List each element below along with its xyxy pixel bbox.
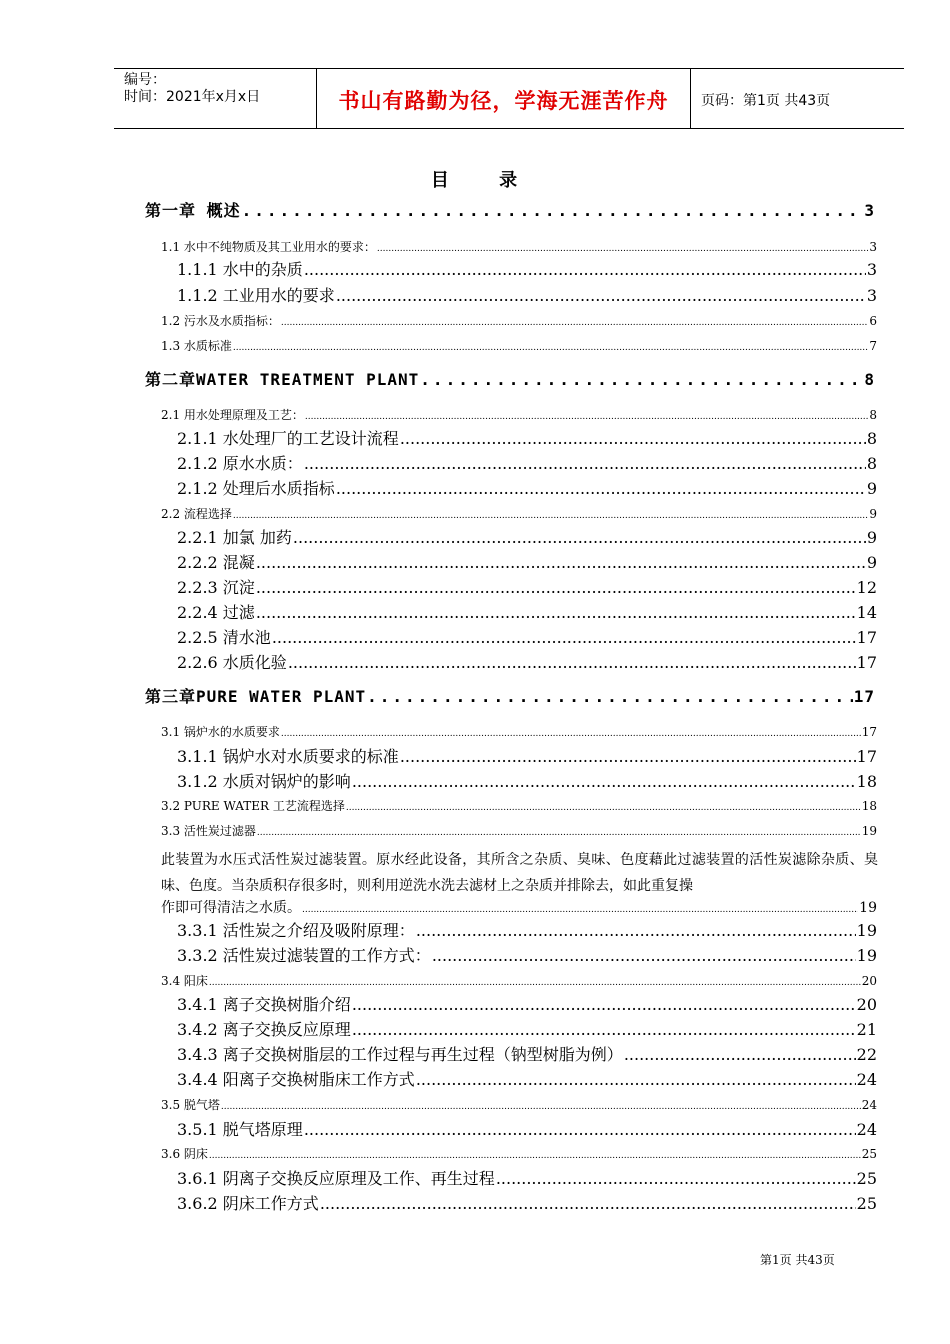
- toc-leader: [233, 508, 868, 524]
- toc-page-number: 19: [859, 900, 877, 916]
- toc-page-number: 8: [869, 408, 877, 422]
- toc-entry-3-4-3[interactable]: [177, 1044, 877, 1066]
- toc-title-text: 1.1.2 工业用水的要求: [177, 286, 335, 305]
- toc-entry-3-5-1[interactable]: [177, 1119, 877, 1141]
- toc-entry-1-2[interactable]: [161, 313, 877, 331]
- toc-page-number: 3: [866, 260, 877, 279]
- header-motto: 书山有路勤为径，学海无涯苦作舟: [338, 89, 669, 113]
- header-meta-cell: [114, 69, 317, 128]
- toc-entry-3-4-2[interactable]: [177, 1019, 877, 1041]
- toc-title-text: 2.2.4 过滤: [177, 603, 255, 622]
- toc-page-number: 19: [856, 921, 877, 940]
- toc-entry-3-5[interactable]: [161, 1097, 877, 1115]
- toc-chapter-2[interactable]: [145, 369, 875, 391]
- toc-leader: [305, 409, 868, 425]
- toc-title-text: 2.2.3 沉淀: [177, 578, 255, 597]
- toc-title-text: 1.2 污水及水质指标：: [161, 314, 280, 328]
- toc-leader: [221, 1099, 861, 1115]
- toc-page-number: 17: [856, 628, 877, 647]
- toc-page-number: 18: [861, 799, 877, 813]
- toc-entry-2-1-1[interactable]: [177, 428, 877, 450]
- toc-entry-3-1-1[interactable]: [177, 746, 877, 768]
- toc-entry-3-3[interactable]: [161, 823, 877, 841]
- toc-leader: [209, 975, 861, 991]
- toc-leader: [281, 726, 861, 742]
- toc-page-number: 8: [866, 429, 877, 448]
- toc-title-text: 2.2.5 清水池: [177, 628, 271, 647]
- toc-entry-3-6-1[interactable]: [177, 1168, 877, 1190]
- toc-title-text: 3.5 脱气塔: [161, 1098, 220, 1112]
- toc-entry-3-2[interactable]: [161, 798, 877, 816]
- toc-leader: [257, 825, 861, 841]
- toc-page-number: 20: [856, 995, 877, 1014]
- toc-title-text: 2.2.1 加氯 加药: [177, 528, 292, 547]
- toc-title-text: 3.4.2 离子交换反应原理: [177, 1020, 351, 1039]
- toc-page-number: 9: [869, 507, 877, 521]
- toc-title-text: 3.3 活性炭过滤器: [161, 824, 256, 838]
- toc-page-number: 9: [866, 528, 877, 547]
- toc-title-text: 3.2 PURE WATER 工艺流程选择: [161, 799, 345, 813]
- toc-page-number: 25: [861, 1147, 877, 1161]
- toc-page-number: 24: [856, 1070, 877, 1089]
- toc-entry-3-6-2[interactable]: [177, 1193, 877, 1215]
- toc-page-number: 12: [856, 578, 877, 597]
- toc-title-text: 2.2.6 水质化验: [177, 653, 287, 672]
- toc-entry-3-3-description-tail[interactable]: [161, 897, 877, 921]
- toc-leader: [367, 686, 853, 708]
- toc-title-text: 3.4.4 阳离子交换树脂床工作方式: [177, 1070, 415, 1089]
- toc-entry-3-3-description: 此装置为水压式活性炭过滤装置。原水经此设备，其所含之杂质、臭味、色度藉此过滤装置的活性炭滤除杂质、臭味、色度。当杂质积存很多时，则利用逆洗水洗去滤材上之杂质并排除去，如此重复操: [161, 852, 878, 894]
- toc-page-number: 22: [856, 1045, 877, 1064]
- toc-entry-2-2-4[interactable]: [177, 602, 877, 624]
- toc-entry-2-2-2[interactable]: [177, 552, 877, 574]
- toc-entry-2-1[interactable]: [161, 407, 877, 425]
- toc-leader: [624, 1044, 856, 1066]
- toc-leader: [336, 285, 866, 307]
- toc-leader: [420, 369, 863, 391]
- toc-page-number: 17: [856, 653, 877, 672]
- toc-leader: [256, 552, 866, 574]
- toc-page-number: 6: [869, 314, 877, 328]
- toc-leader: [304, 453, 866, 475]
- toc-title-text: 1.3 水质标准: [161, 339, 232, 353]
- toc-entry-2-1-2a[interactable]: [177, 453, 877, 475]
- toc-title-text: 3.4.1 离子交换树脂介绍: [177, 995, 351, 1014]
- toc-leader: [352, 771, 856, 793]
- toc-leader: [304, 1119, 856, 1141]
- toc-leader: [288, 652, 856, 674]
- toc-page-number: 20: [861, 974, 877, 988]
- toc-title-text: 3.1.2 水质对锅炉的影响: [177, 772, 351, 791]
- toc-title-text: 2.1.2 处理后水质指标: [177, 479, 335, 498]
- toc-title-text: 3.3.2 活性炭过滤装置的工作方式：: [177, 946, 431, 965]
- toc-title-text: 2.1 用水处理原理及工艺：: [161, 408, 304, 422]
- toc-leader: [352, 1019, 856, 1041]
- toc-title-text: 2.2.2 混凝: [177, 553, 255, 572]
- toc-leader: [352, 994, 856, 1016]
- toc-page-number: 24: [856, 1120, 877, 1139]
- toc-leader: [233, 340, 868, 356]
- page-header: [114, 68, 904, 129]
- toc-leader: [256, 577, 856, 599]
- toc-leader: [304, 259, 866, 281]
- toc-entry-3-4[interactable]: [161, 973, 877, 991]
- toc-entry-3-6[interactable]: [161, 1146, 877, 1164]
- toc-leader: [496, 1168, 856, 1190]
- page-footer: 第1页 共43页: [760, 1253, 835, 1267]
- toc-entry-2-2[interactable]: [161, 506, 877, 524]
- toc-title-text: 作即可得清洁之水质。: [161, 900, 301, 916]
- toc-title-text: 3.1 锅炉水的水质要求: [161, 725, 280, 739]
- toc-page-number: 8: [864, 370, 875, 389]
- toc-leader: [293, 527, 866, 549]
- toc-entry-3-1-2[interactable]: [177, 771, 877, 793]
- header-motto-cell: [317, 69, 691, 128]
- toc-page-number: 19: [861, 824, 877, 838]
- header-page-cell: [691, 69, 904, 128]
- toc-leader: [416, 1069, 856, 1091]
- toc-leader: [336, 478, 866, 500]
- toc-entry-3-1[interactable]: [161, 724, 877, 742]
- toc-title-text: 1.1 水中不纯物质及其工业用水的要求：: [161, 240, 376, 254]
- toc-title-text: 3.5.1 脱气塔原理: [177, 1120, 303, 1139]
- toc-title-text: 2.1.2 原水水质：: [177, 454, 303, 473]
- toc-title-text: 第三章PURE WATER PLANT: [145, 687, 367, 706]
- toc-leader: [302, 899, 858, 921]
- toc-page-number: 3: [869, 240, 877, 254]
- toc-title-text: 3.4.3 离子交换树脂层的工作过程与再生过程（钠型树脂为例）: [177, 1045, 623, 1064]
- toc-page-number: 7: [869, 339, 877, 353]
- toc-title-text: 1.1.1 水中的杂质: [177, 260, 303, 279]
- toc-page-number: 21: [856, 1020, 877, 1039]
- toc-page-number: 25: [856, 1169, 877, 1188]
- toc-entry-2-1-2b[interactable]: [177, 478, 877, 500]
- toc-entry-2-2-6[interactable]: [177, 652, 877, 674]
- header-page-count: 页码：第1页 共43页: [701, 93, 831, 109]
- toc-title-text: 2.2 流程选择: [161, 507, 232, 521]
- toc-entry-3-3-2[interactable]: [177, 945, 877, 967]
- toc-page-number: 17: [853, 687, 875, 706]
- toc-page-number: 8: [866, 454, 877, 473]
- toc-title-text: 3.6.2 阴床工作方式: [177, 1194, 319, 1213]
- toc-title-text: 第一章 概述: [145, 201, 241, 220]
- toc-chapter-3[interactable]: [145, 686, 875, 708]
- toc-page-number: 19: [856, 946, 877, 965]
- toc-page-number: 25: [856, 1194, 877, 1213]
- toc-title-text: 3.1.1 锅炉水对水质要求的标准: [177, 747, 399, 766]
- toc-title: 目 录: [430, 170, 520, 191]
- toc-page-number: 17: [856, 747, 877, 766]
- toc-leader: [400, 746, 856, 768]
- toc-entry-3-4-1[interactable]: [177, 994, 877, 1016]
- toc-chapter-1[interactable]: [145, 200, 875, 222]
- toc-page-number: 3: [864, 201, 875, 220]
- toc-leader: [256, 602, 856, 624]
- toc-page-number: 3: [866, 286, 877, 305]
- toc-leader: [320, 1193, 856, 1215]
- toc-entry-3-3-1[interactable]: [177, 920, 877, 942]
- toc-entry-2-2-5[interactable]: [177, 627, 877, 649]
- toc-title-text: 3.3.1 活性炭之介绍及吸附原理：: [177, 921, 415, 940]
- toc-entry-1-1-2[interactable]: [177, 285, 877, 307]
- toc-title-text: 3.4 阳床: [161, 974, 208, 988]
- date-line: 时间：2021年x月x日: [124, 89, 261, 105]
- toc-page-number: 14: [856, 603, 877, 622]
- toc-title-text: 3.6 阴床: [161, 1147, 208, 1161]
- toc-leader: [272, 627, 856, 649]
- toc-entry-1-1-1[interactable]: [177, 259, 877, 281]
- toc-page-number: 9: [866, 479, 877, 498]
- toc-leader: [377, 241, 868, 257]
- toc-title-text: 第二章WATER TREATMENT PLANT: [145, 370, 420, 389]
- toc-leader: [209, 1148, 861, 1164]
- toc-page-number: 9: [866, 553, 877, 572]
- toc-title-text: 2.1.1 水处理厂的工艺设计流程: [177, 429, 399, 448]
- toc-entry-2-2-3[interactable]: [177, 577, 877, 599]
- toc-leader: [400, 428, 866, 450]
- toc-page-number: 24: [861, 1098, 877, 1112]
- toc-leader: [346, 800, 861, 816]
- toc-page-number: 17: [861, 725, 877, 739]
- toc-entry-1-3[interactable]: [161, 338, 877, 356]
- toc-page-number: 18: [856, 772, 877, 791]
- toc-leader: [416, 920, 856, 942]
- toc-leader: [281, 315, 868, 331]
- toc-entry-1-1[interactable]: [161, 239, 877, 257]
- toc-leader: [432, 945, 856, 967]
- toc-title-text: 3.6.1 阴离子交换反应原理及工作、再生过程: [177, 1169, 495, 1188]
- toc-leader: [242, 200, 864, 222]
- serial-number-label: 编号：: [124, 72, 166, 88]
- toc-entry-3-4-4[interactable]: [177, 1069, 877, 1091]
- toc-entry-2-2-1[interactable]: [177, 527, 877, 549]
